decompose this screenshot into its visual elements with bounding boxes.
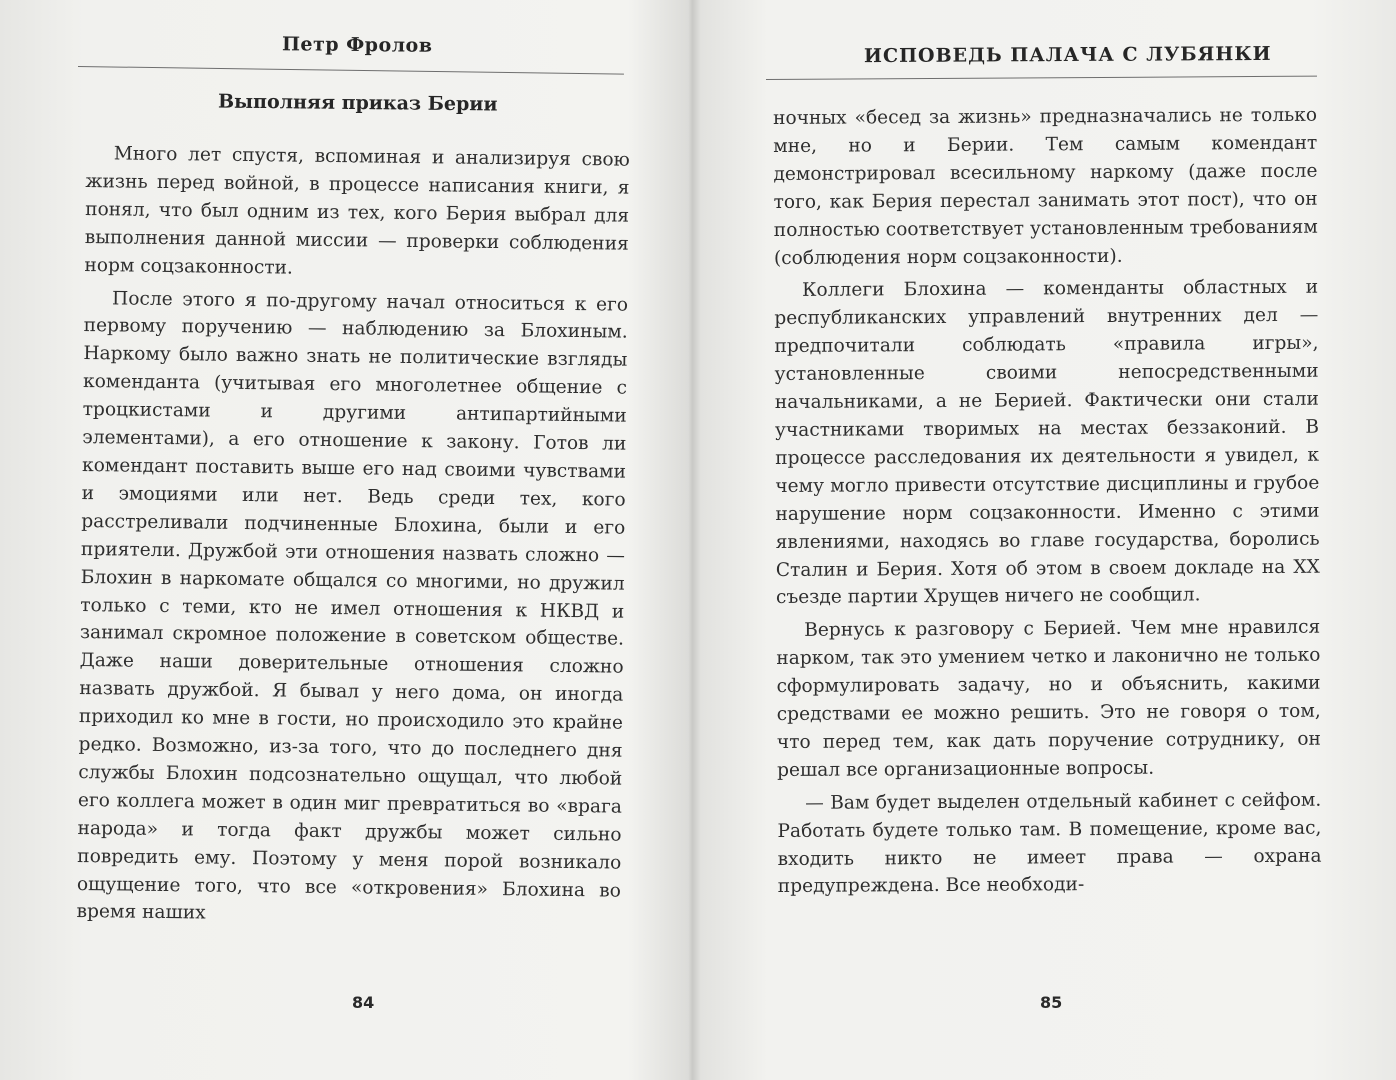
right-body-text [773, 102, 1322, 907]
left-running-head: Петр Фролов [281, 33, 433, 57]
right-paragraph-2: Вернусь к разговору с Берией. Чем мне нравился нарком, так это умением четко и лаконично не только сформулировать задачу, но и объяснить, какими средствами ее можно решить. Это не говоря о том, что перед тем, как дать поручение сотруднику, он решал все организационные вопросы. [776, 616, 1321, 781]
left-paragraph-1: Много лет спустя, вспоминая и анализируя свою жизнь перед войной, в процессе написания книги, я понял, что был одним из тех, кого Берия выбрал для выполнения данной миссии — проверки соблюдения норм соцзаконности. [84, 143, 630, 279]
left-paragraph-2: После этого я по-другому начал относиться к его первому поручению — наблюдению за Блохиным. Наркому было важно знать не политические взгляды коменданта (учитывая его многолетнее общение с троцкистами и другими антипартийными элементами), а его отношение к закону. Готов ли комендант поставить выше его над своими чувствами и эмоциями или нет. Ведь среди тех, кого расстреливали подчиненные Блохина, были и его приятели. Дружбой эти отношения назвать сложно — Блохин в наркомате общался со многими, но дружил только с теми, кто не имел отношения к НКВД и занимал скромное положение в советском обществе. Даже наши доверительные отношения сложно назвать дружбой. Я бывал у него дома, он иногда приходил ко мне в гости, но происходило это крайне редко. Возможно, из-за того, что до последнего дня службы Блохин подсознательно ощущал, что любой его коллега может в один миг превратиться во «врага народа» и тогда факт дружбы может сильно повредить ему. Поэтому у меня порой возникало ощущение того, что все «откровения» Блохина во время наших [76, 287, 629, 924]
right-paragraph-1: Коллеги Блохина — коменданты областных и республиканских управлений внутренних дел — предпочитали соблюдать «правила игры», установленные своими непосредственными начальниками, а не Берией. Фактически они стали участниками творимых на местах беззаконий. В процессе расследования их деятельности я увидел, к чему могло привести отсутствие дисциплины и грубое нарушение норм соцзаконности. Именно с этими явлениями, находясь во главе государства, боролись Сталин и Берия. Хотя об этом в своем докладе на XX съезде партии Хрущев ничего не сообщил. [774, 277, 1320, 609]
section-title: Выполняя приказ Берии [217, 90, 498, 116]
right-paragraph-3: — Вам будет выделен отдельный кабинет с сейфом. Работать будете только там. В помещение, кроме вас, входить никто не имеет права — охрана предупреждена. Все необходи- [777, 789, 1322, 898]
left-page [0, 0, 690, 1080]
right-running-head: ИСПОВЕДЬ ПАЛАЧА С ЛУБЯНКИ [863, 42, 1272, 68]
left-body-text [76, 140, 630, 938]
right-header-rule [766, 76, 1317, 80]
right-page [700, 0, 1396, 1080]
left-page-number: 84 [352, 993, 375, 1012]
right-continuation-paragraph: ночных «бесед за жизнь» предназначались не только мне, но и Берии. Тем самым комендант демонстрировал всесильному наркому (даже после того, как Берия перестал занимать этот пост), что он полностью соответствует установленным требованиям (соблюдения норм соцзаконности). [773, 104, 1318, 269]
left-header-rule [78, 66, 624, 75]
right-page-number: 85 [1040, 993, 1063, 1012]
